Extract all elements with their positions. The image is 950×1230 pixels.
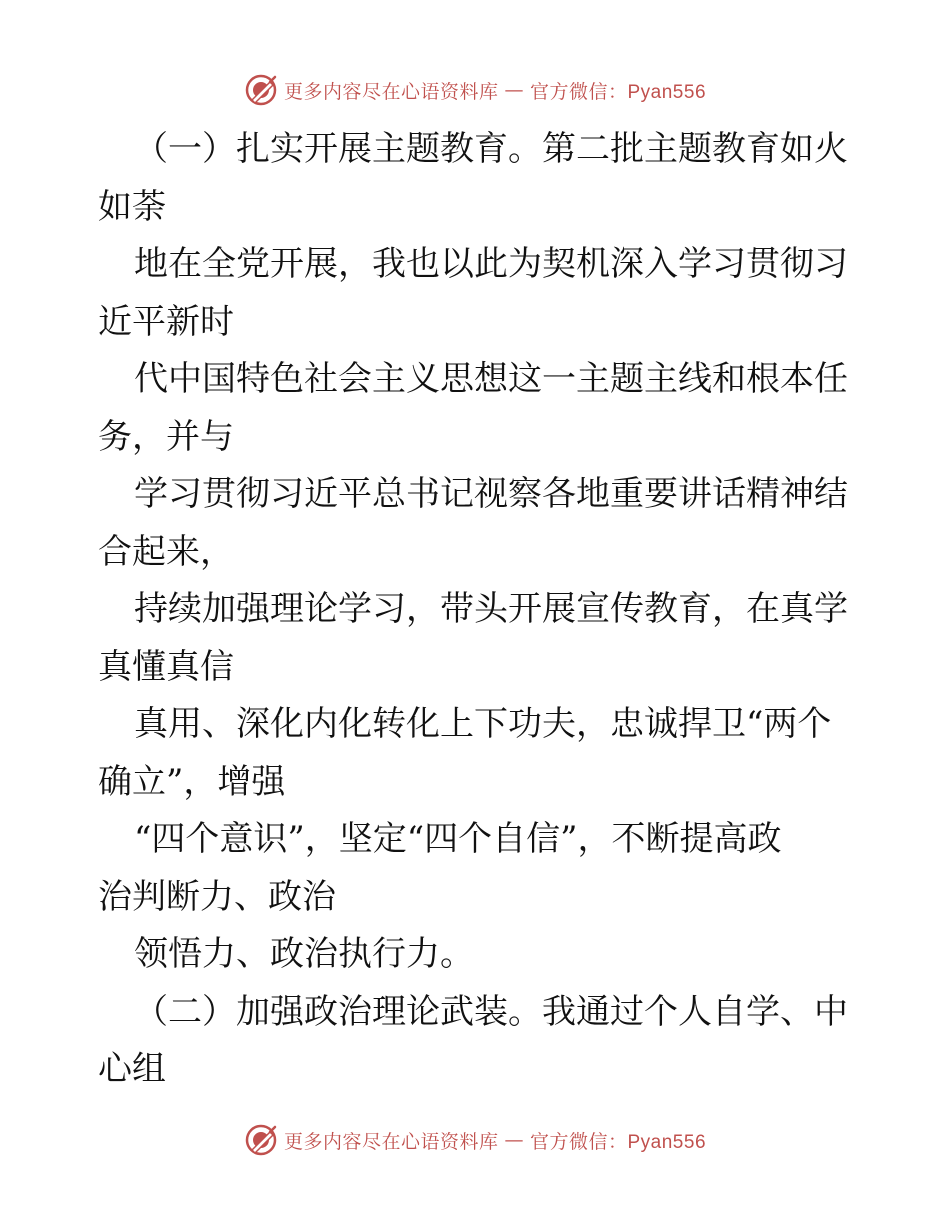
- banner-dash: —: [504, 1129, 524, 1151]
- text-line: 治判断力、政治: [98, 876, 336, 917]
- text-line: 心组: [98, 1049, 166, 1089]
- text-line: 如荼: [98, 186, 166, 227]
- body-text: [98, 121, 858, 1099]
- banner-wechat: 官方微信：Pyan556: [530, 1131, 707, 1153]
- text-line: 确立”，增强: [98, 761, 286, 802]
- text-line: 真懂真信: [98, 646, 234, 687]
- text-line: 持续加强理论学习，带头开展宣传教育，在真学: [134, 589, 848, 629]
- text-line: 地在全党开展，我也以此为契机深入学习贯彻习: [134, 244, 848, 284]
- footer-banner: [0, 1120, 950, 1160]
- banner-wechat: 官方微信：Pyan556: [530, 81, 707, 103]
- text-line: 领悟力、政治执行力。: [134, 934, 474, 974]
- text-line: （二）加强政治理论武装。我通过个人自学、中: [134, 991, 848, 1032]
- text-line: 合起来，: [98, 531, 234, 572]
- header-banner: [0, 70, 950, 110]
- pen-logo-icon: [244, 1123, 278, 1157]
- text-line: 代中国特色社会主义思想这一主题主线和根本任: [134, 359, 848, 399]
- banner-text: 更多内容尽在心语资料库: [283, 80, 499, 103]
- pen-logo-icon: [244, 73, 278, 107]
- text-line: “四个意识”，坚定“四个自信”，不断提高政: [134, 819, 782, 859]
- banner-text: 更多内容尽在心语资料库: [283, 1130, 499, 1153]
- text-line: 学习贯彻习近平总书记视察各地重要讲话精神结: [134, 474, 848, 514]
- banner-dash: —: [504, 79, 524, 101]
- text-line: 务，并与: [98, 416, 234, 457]
- text-line: 近平新时: [98, 301, 234, 342]
- text-line: 真用、深化内化转化上下功夫，忠诚捍卫“两个: [134, 704, 832, 744]
- text-line: （一）扎实开展主题教育。第二批主题教育如火: [134, 129, 848, 169]
